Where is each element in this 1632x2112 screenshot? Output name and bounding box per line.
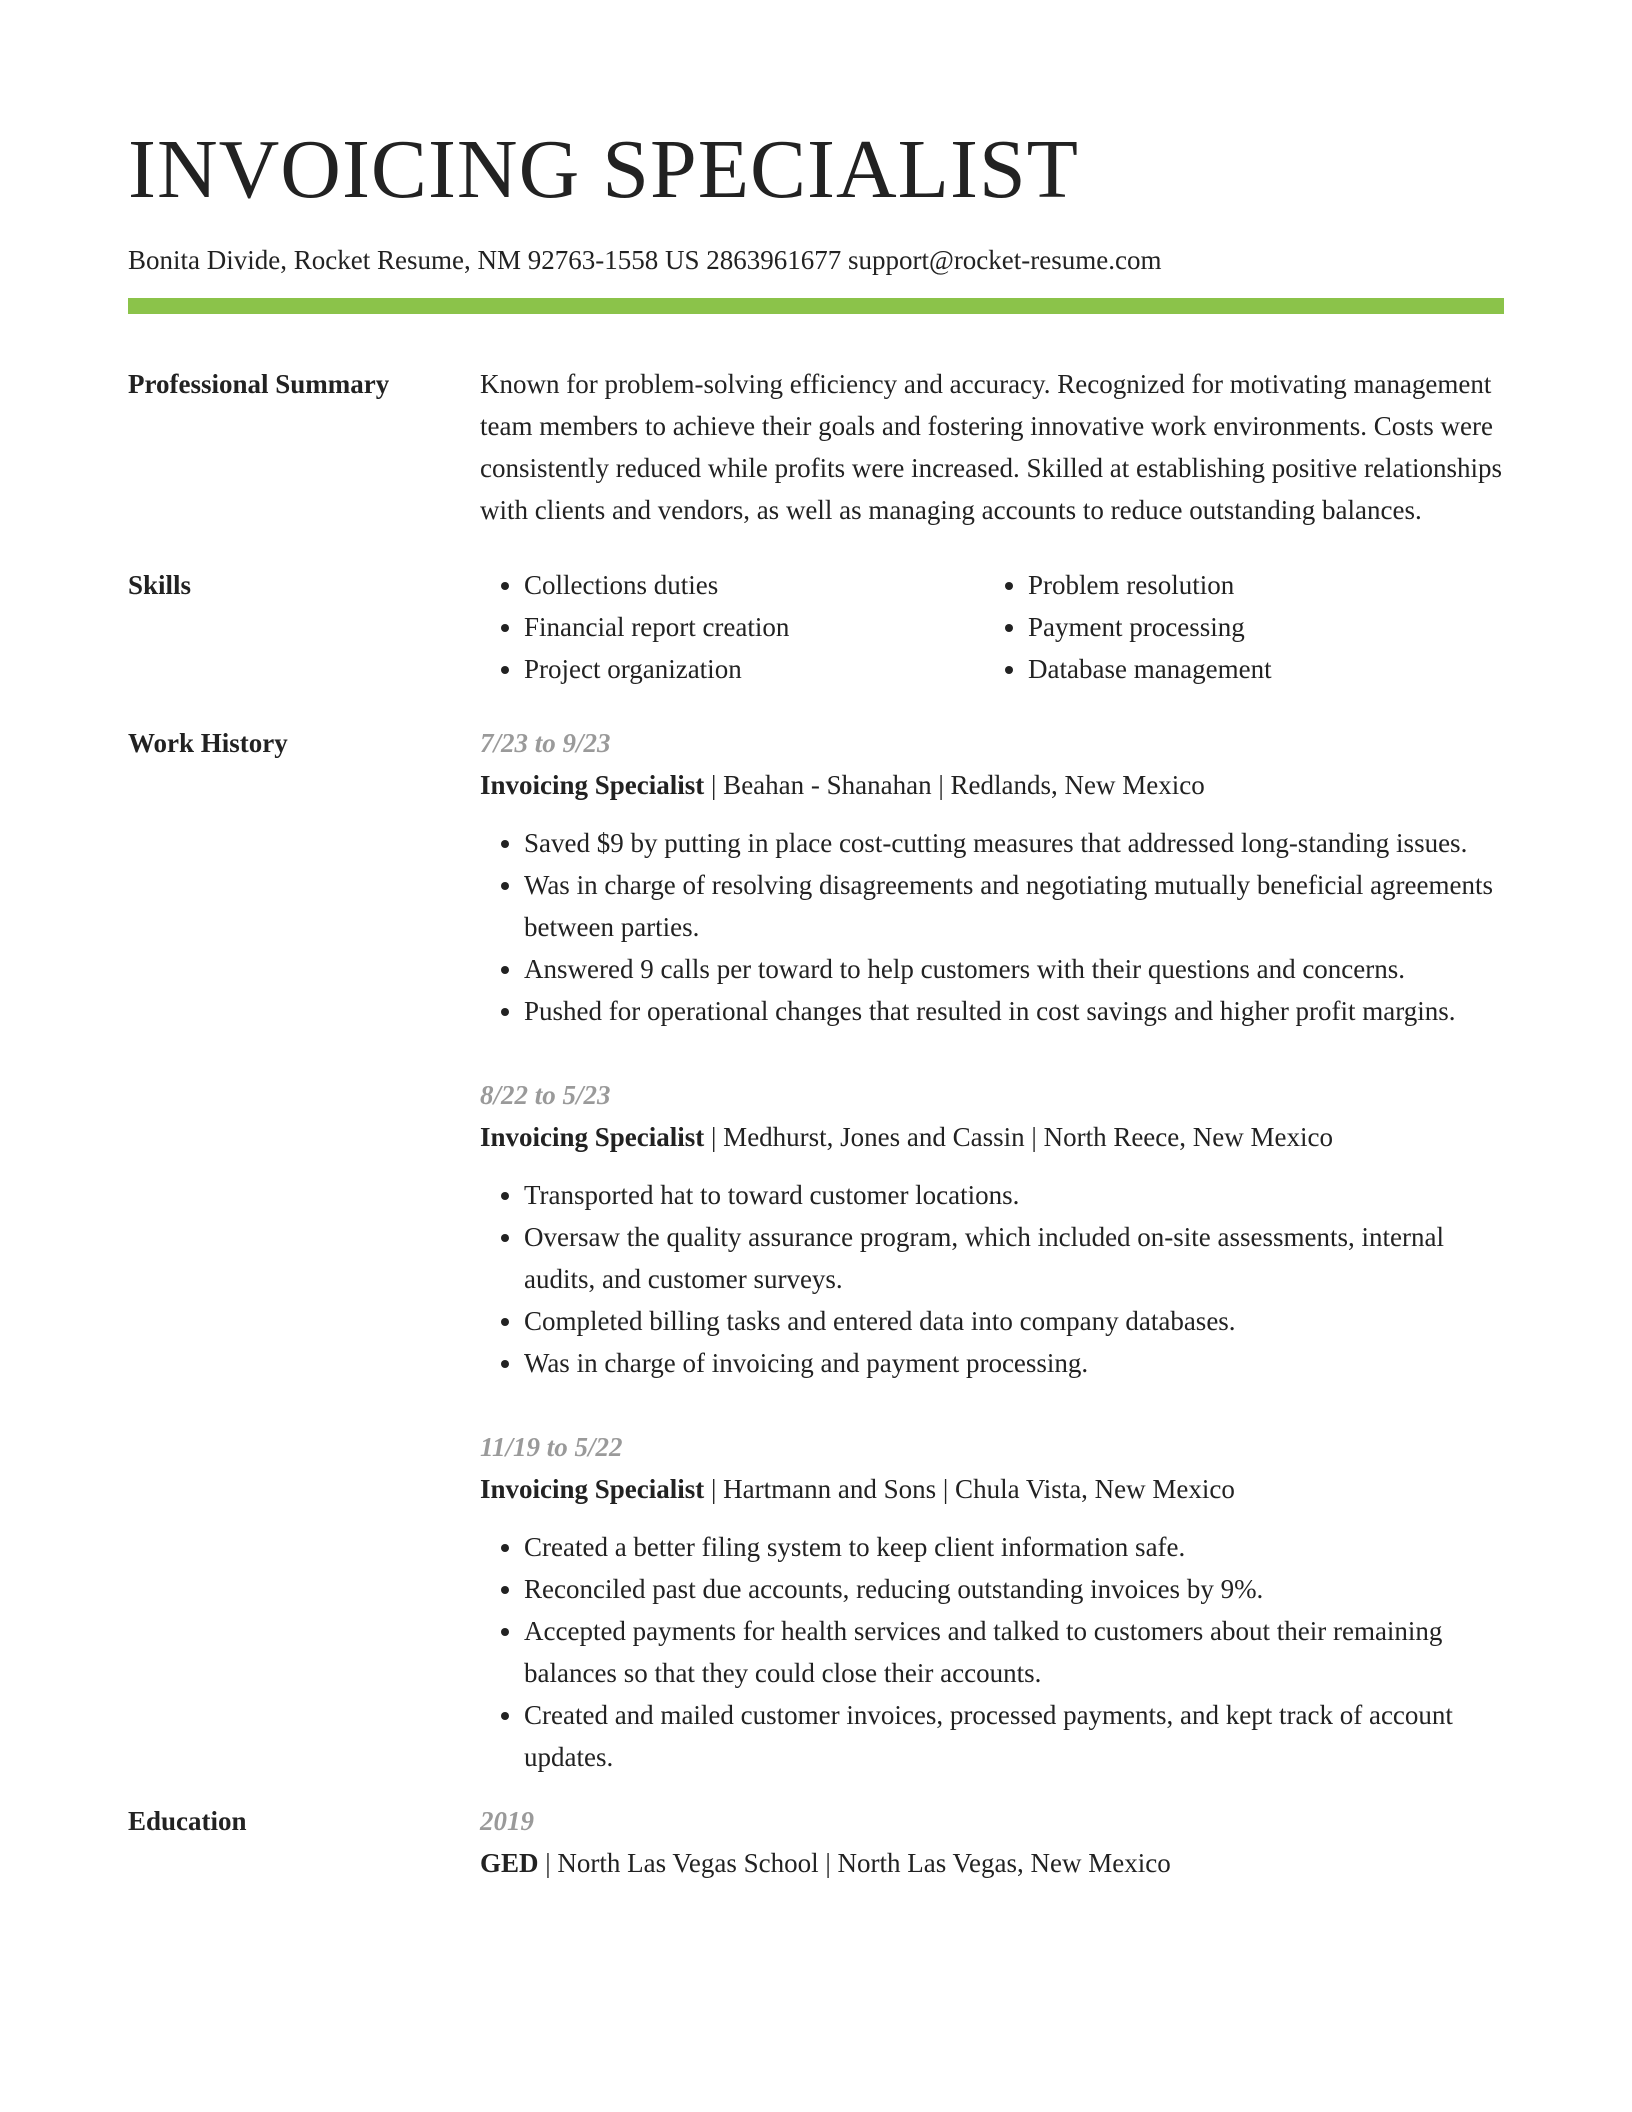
skills-column-right [984, 564, 1488, 690]
summary-label: Professional Summary [128, 369, 390, 399]
job-bullet: • Was in charge of invoicing and payment processing. [524, 1342, 1504, 1384]
job-bullet: • Reconciled past due accounts, reducing outstanding invoices by 9%. [524, 1568, 1504, 1610]
resume-page [128, 0, 1504, 1884]
education-label: Education [128, 1806, 247, 1836]
skills-column-left [480, 564, 984, 690]
education-school-location: | North Las Vegas School | North Las Vegas, New Mexico [538, 1848, 1171, 1878]
job-employer-location: | Beahan - Shanahan | Redlands, New Mexico [704, 770, 1205, 800]
job-entry [480, 722, 1504, 1032]
summary-section [128, 363, 1504, 531]
education-line [480, 1842, 1504, 1884]
job-bullet: • Oversaw the quality assurance program, which included on-site assessments, internal audits, and customer surveys. [524, 1216, 1504, 1300]
job-bullet: • Answered 9 calls per toward to help customers with their questions and concerns. [524, 948, 1504, 990]
skills-section [128, 564, 1504, 690]
job-title: Invoicing Specialist [480, 770, 705, 800]
skills-grid [480, 564, 1504, 690]
job-bullets [480, 1174, 1504, 1384]
work-history-label: Work History [128, 728, 288, 758]
summary-text: Known for problem-solving efficiency and accuracy. Recognized for motivating management team members to achieve their goals and fostering innovative work environments. Costs were consistently reduced while profits were increased. Skilled at establishing positive relationships with clients and vendors, as well as managing accounts to reduce outstanding balances. [480, 369, 1503, 525]
job-bullet: • Created a better filing system to keep client information safe. [524, 1526, 1504, 1568]
accent-divider [128, 298, 1504, 314]
job-entry [480, 1074, 1504, 1384]
skill-item: • Project organization [524, 648, 984, 690]
education-year: 2019 [480, 1806, 534, 1836]
skills-body [480, 564, 1504, 690]
job-bullet: • Was in charge of resolving disagreements and negotiating mutually beneficial agreements between parties. [524, 864, 1504, 948]
education-degree: GED [480, 1848, 539, 1878]
job-bullet: • Accepted payments for health services and talked to customers about their remaining balances so that they could close their accounts. [524, 1610, 1504, 1694]
contact-line: Bonita Divide, Rocket Resume, NM 92763-1558 US 2863961677 support@rocket-resume.com [128, 245, 1162, 275]
education-section [128, 1800, 1504, 1884]
skill-item: • Problem resolution [1028, 564, 1488, 606]
work-history-body [480, 722, 1504, 1778]
education-body [480, 1800, 1504, 1884]
summary-body [480, 363, 1504, 531]
job-bullets [480, 1526, 1504, 1778]
job-title-line [480, 764, 1504, 806]
job-bullet: • Pushed for operational changes that resulted in cost savings and higher profit margins. [524, 990, 1504, 1032]
job-title: Invoicing Specialist [480, 1474, 705, 1504]
job-dates: 7/23 to 9/23 [480, 728, 611, 758]
job-title-line [480, 1468, 1504, 1510]
job-bullet: • Saved $9 by putting in place cost-cutting measures that addressed long-standing issues. [524, 822, 1504, 864]
job-dates: 11/19 to 5/22 [480, 1432, 623, 1462]
skill-item: • Payment processing [1028, 606, 1488, 648]
job-bullet: • Completed billing tasks and entered data into company databases. [524, 1300, 1504, 1342]
job-employer-location: | Hartmann and Sons | Chula Vista, New Mexico [704, 1474, 1235, 1504]
job-bullet: • Created and mailed customer invoices, processed payments, and kept track of account updates. [524, 1694, 1504, 1778]
skill-item: • Collections duties [524, 564, 984, 606]
resume-title: INVOICING SPECIALIST [128, 123, 1079, 216]
skill-item: • Database management [1028, 648, 1488, 690]
job-employer-location: | Medhurst, Jones and Cassin | North Reece, New Mexico [704, 1122, 1333, 1152]
skills-label: Skills [128, 570, 192, 600]
job-entry [480, 1426, 1504, 1778]
work-history-section [128, 722, 1504, 1778]
skill-item: • Financial report creation [524, 606, 984, 648]
job-title: Invoicing Specialist [480, 1122, 705, 1152]
job-bullets [480, 822, 1504, 1032]
job-dates: 8/22 to 5/23 [480, 1080, 611, 1110]
job-bullet: • Transported hat to toward customer locations. [524, 1174, 1504, 1216]
job-title-line [480, 1116, 1504, 1158]
